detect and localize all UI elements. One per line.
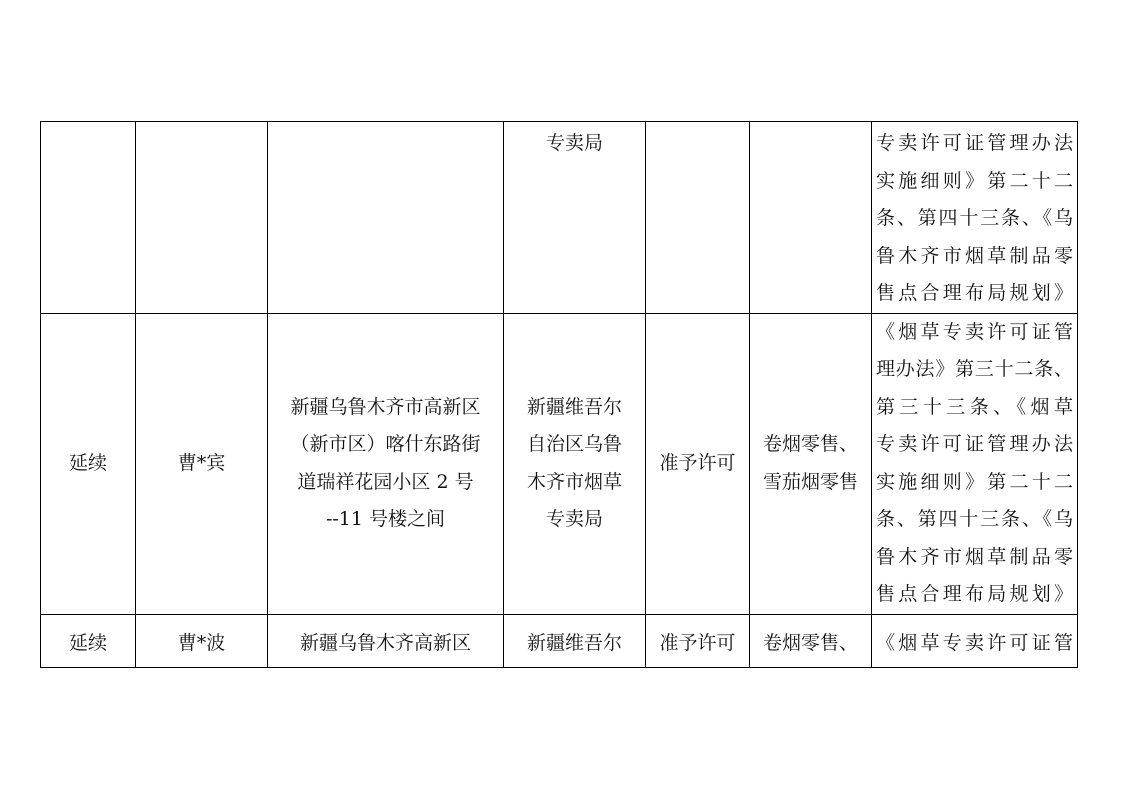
text-line: 木齐市烟草	[526, 470, 622, 493]
text-line: 新疆乌鲁木齐高新区	[299, 631, 471, 654]
text-line: 新疆维吾尔	[526, 395, 622, 418]
text-line: （新市区）喀什东路街	[290, 433, 481, 455]
text-line: 理办法》第三十二条、	[876, 358, 1073, 380]
text-line: 专卖局	[545, 508, 603, 530]
cell-type	[41, 313, 136, 614]
table-row	[41, 313, 1078, 614]
text-line: 新疆维吾尔	[526, 631, 622, 654]
text-line: 实施细则》第二十二	[876, 169, 1073, 192]
cell-basis	[872, 614, 1078, 667]
text-line: 实施细则》第二十二	[876, 470, 1073, 493]
cell-name	[136, 313, 268, 614]
text-line: 曹*宾	[177, 451, 226, 474]
text-line: 自治区乌鲁	[526, 433, 622, 455]
text-line: --11 号楼之间	[325, 508, 446, 530]
cell-type	[41, 122, 136, 314]
text-line: 鲁木齐市烟草制品零	[876, 545, 1073, 568]
cell-scope	[750, 614, 872, 667]
cell-decision	[646, 122, 750, 314]
text-line: 第三十三条、《烟草	[876, 395, 1073, 418]
cell-authority	[504, 122, 646, 314]
cell-type	[41, 614, 136, 667]
text-line: 准予许可	[659, 451, 736, 474]
cell-basis	[872, 313, 1078, 614]
text-line: 雪茄烟零售	[762, 470, 858, 493]
cell-name	[136, 122, 268, 314]
text-line: 条、第四十三条、《乌	[876, 207, 1073, 229]
cell-address	[268, 614, 504, 667]
cell-decision	[646, 313, 750, 614]
text-line: 卷烟零售、	[762, 631, 858, 654]
cell-decision	[646, 614, 750, 667]
text-line: 准予许可	[659, 631, 736, 654]
text-line: 售点合理布局规划》	[876, 583, 1073, 605]
license-table	[40, 121, 1078, 668]
text-line: 曹*波	[177, 631, 226, 654]
cell-address	[268, 313, 504, 614]
text-line: 专卖局	[545, 132, 603, 154]
cell-authority	[504, 313, 646, 614]
text-line: 延续	[68, 451, 107, 474]
text-line: 条、第四十三条、《乌	[876, 508, 1073, 530]
text-line: 道瑞祥花园小区 2 号	[297, 470, 474, 493]
text-line: 售点合理布局规划》	[876, 282, 1073, 304]
cell-basis	[872, 122, 1078, 314]
cell-address	[268, 122, 504, 314]
text-line: 《烟草专卖许可证管	[876, 631, 1073, 654]
text-line: 《烟草专卖许可证管	[876, 320, 1073, 343]
text-line: 延续	[68, 631, 107, 654]
text-line: 新疆乌鲁木齐市高新区	[290, 395, 481, 418]
cell-scope	[750, 122, 872, 314]
text-line: 专卖许可证管理办法	[876, 132, 1073, 154]
table-row	[41, 122, 1078, 314]
table-row	[41, 614, 1078, 667]
text-line: 鲁木齐市烟草制品零	[876, 244, 1073, 267]
text-line: 卷烟零售、	[762, 433, 858, 455]
cell-name	[136, 614, 268, 667]
cell-authority	[504, 614, 646, 667]
text-line: 专卖许可证管理办法	[876, 433, 1073, 455]
cell-scope	[750, 313, 872, 614]
